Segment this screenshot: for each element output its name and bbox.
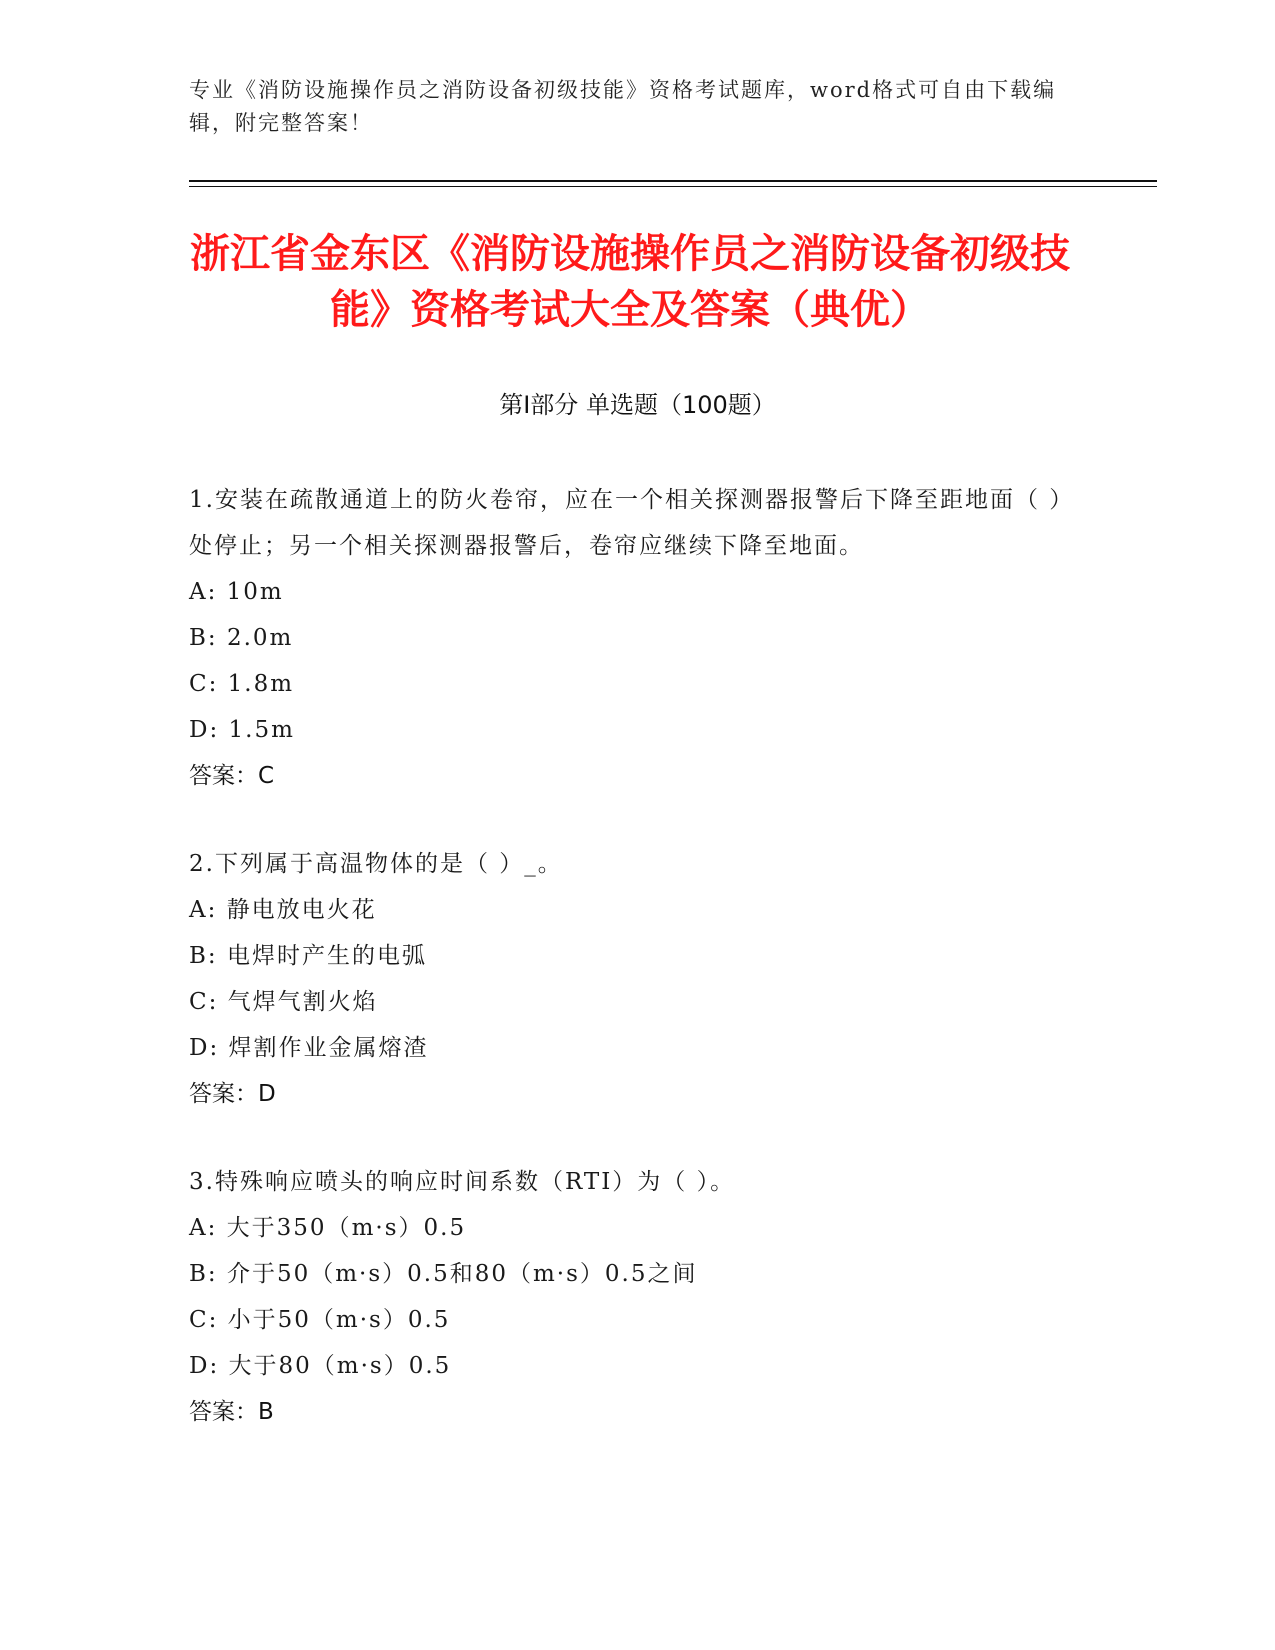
question-stem: 1.安装在疏散通道上的防火卷帘，应在一个相关探测器报警后下降至距地面（ ）处停止；另一个相关探测器报警后，卷帘应继续下降至地面。 [189, 487, 1063, 559]
document-title: 浙江省金东区《消防设施操作员之消防设备初级技能》资格考试大全及答案（典优） [190, 231, 1070, 333]
option-c: C: 小于50（m·s）0.5 [189, 1307, 451, 1333]
option-a: A: 静电放电火花 [189, 897, 377, 923]
question-list [189, 477, 1069, 1477]
option-d: D: 焊割作业金属熔渣 [189, 1035, 429, 1061]
option-d: D: 1.5m [189, 717, 295, 743]
question-stem: 2.下列属于高温物体的是（ ）_。 [189, 851, 563, 877]
header-note: 专业《消防设施操作员之消防设备初级技能》资格考试题库，word格式可自由下载编辑，附完整答案！ [189, 78, 1057, 135]
answer-text: 答案：C [189, 763, 275, 789]
option-a: A: 10m [189, 579, 284, 605]
question-1 [189, 477, 1069, 799]
header-rule-thin [189, 186, 1157, 187]
section-title: 第I部分 单选题（100题） [499, 391, 776, 419]
option-c: C: 1.8m [189, 671, 295, 697]
answer-text: 答案：D [189, 1081, 276, 1107]
header-rule-thick [189, 180, 1157, 182]
option-b: B: 2.0m [189, 625, 294, 651]
option-a: A: 大于350（m·s）0.5 [189, 1215, 467, 1241]
question-3 [189, 1159, 1069, 1435]
option-b: B: 电焊时产生的电弧 [189, 943, 427, 969]
answer-text: 答案：B [189, 1399, 274, 1425]
question-2 [189, 841, 1069, 1117]
option-b: B: 介于50（m·s）0.5和80（m·s）0.5之间 [189, 1261, 698, 1287]
option-d: D: 大于80（m·s）0.5 [189, 1353, 452, 1379]
question-stem: 3.特殊响应喷头的响应时间系数（RTI）为（ ）。 [189, 1169, 736, 1195]
option-c: C: 气焊气割火焰 [189, 989, 378, 1015]
